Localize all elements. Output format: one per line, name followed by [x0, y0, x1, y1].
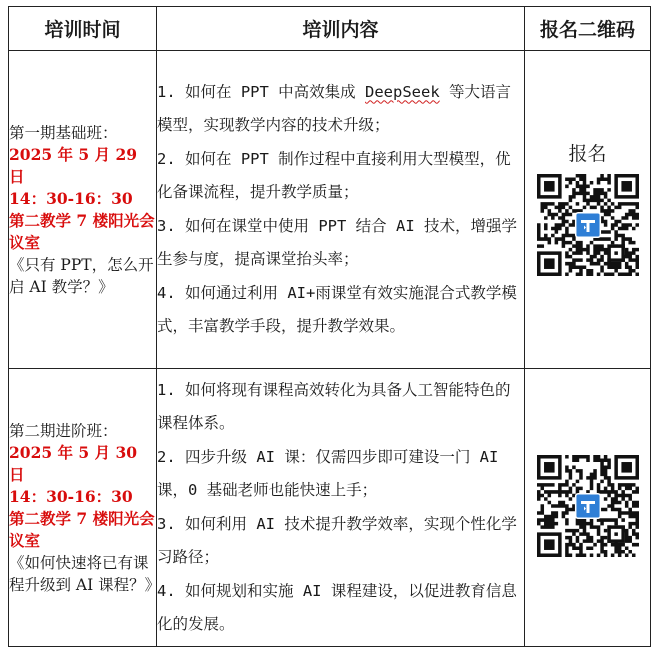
- session-1-qr-label: 报名: [568, 143, 607, 165]
- registration-qr-code-1[interactable]: [537, 174, 639, 276]
- qr-pattern: [537, 455, 639, 557]
- registration-qr-code-2[interactable]: [537, 455, 639, 557]
- session-2-item-4: 4. 如何规划和实施 AI 课程建设，以促进教育信息化的发展。: [157, 581, 517, 633]
- session-2-info: [9, 369, 161, 647]
- session-1-location: 第二教学 7 楼阳光会议室: [9, 210, 155, 252]
- session-2-item-3: 3. 如何利用 AI 技术提升教学效率，实现个性化学习路径；: [157, 514, 517, 566]
- session-1-content: [157, 51, 525, 369]
- session-row-2: [9, 369, 651, 647]
- session-2-item-2: 2. 四步升级 AI 课：仅需四步即可建设一门 AI 课，0 基础老师也能快速上手；: [157, 447, 499, 499]
- session-row-1: [9, 51, 651, 369]
- spellcheck-word: DeepSeek: [365, 82, 440, 101]
- qr-pattern: [537, 174, 639, 276]
- session-1-item-2: 2. 如何在 PPT 制作过程中直接利用大型模型，优化备课流程，提升教学质量；: [157, 149, 511, 201]
- session-1-item-4: 4. 如何通过利用 AI+雨课堂有效实施混合式教学模式，丰富教学手段，提升教学效果。: [157, 283, 517, 335]
- header-qr: 报名二维码: [525, 7, 651, 51]
- session-2-time: 14：30-16：30: [9, 486, 133, 506]
- session-2-date: 2025 年 5 月 30 日: [9, 442, 138, 484]
- session-1-course: 《只有 PPT，怎么开启 AI 教学？》: [9, 255, 154, 296]
- session-2-course: 《如何快速将已有课程升级到 AI 课程？》: [9, 553, 161, 594]
- rain-classroom-logo-icon: [575, 213, 600, 238]
- session-1-time: 14：30-16：30: [9, 188, 133, 208]
- session-1-item-3: 3. 如何在课堂中使用 PPT 结合 AI 技术，增强学生参与度，提高课堂抬头率；: [157, 216, 517, 268]
- session-1-date: 2025 年 5 月 29 日: [9, 144, 138, 186]
- session-1-title: 第一期基础班：: [9, 123, 118, 142]
- header-content: 培训内容: [157, 7, 525, 51]
- session-2-item-1: 1. 如何将现有课程高效转化为具备人工智能特色的课程体系。: [157, 380, 511, 432]
- header-row: [9, 7, 651, 51]
- session-1-qr-cell: [525, 51, 651, 369]
- session-2-qr-cell: [525, 369, 651, 647]
- session-2-title: 第二期进阶班：: [9, 421, 118, 440]
- session-2-content: [157, 369, 525, 647]
- training-schedule-table: [8, 6, 651, 647]
- session-1-info: [9, 51, 157, 369]
- header-time: 培训时间: [9, 7, 157, 51]
- session-1-item-1: 1. 如何在 PPT 中高效集成 DeepSeek 等大语言模型，实现教学内容的技术升级；: [157, 82, 511, 134]
- session-2-location: 第二教学 7 楼阳光会议室: [9, 508, 155, 550]
- rain-classroom-logo-icon: [575, 493, 600, 518]
